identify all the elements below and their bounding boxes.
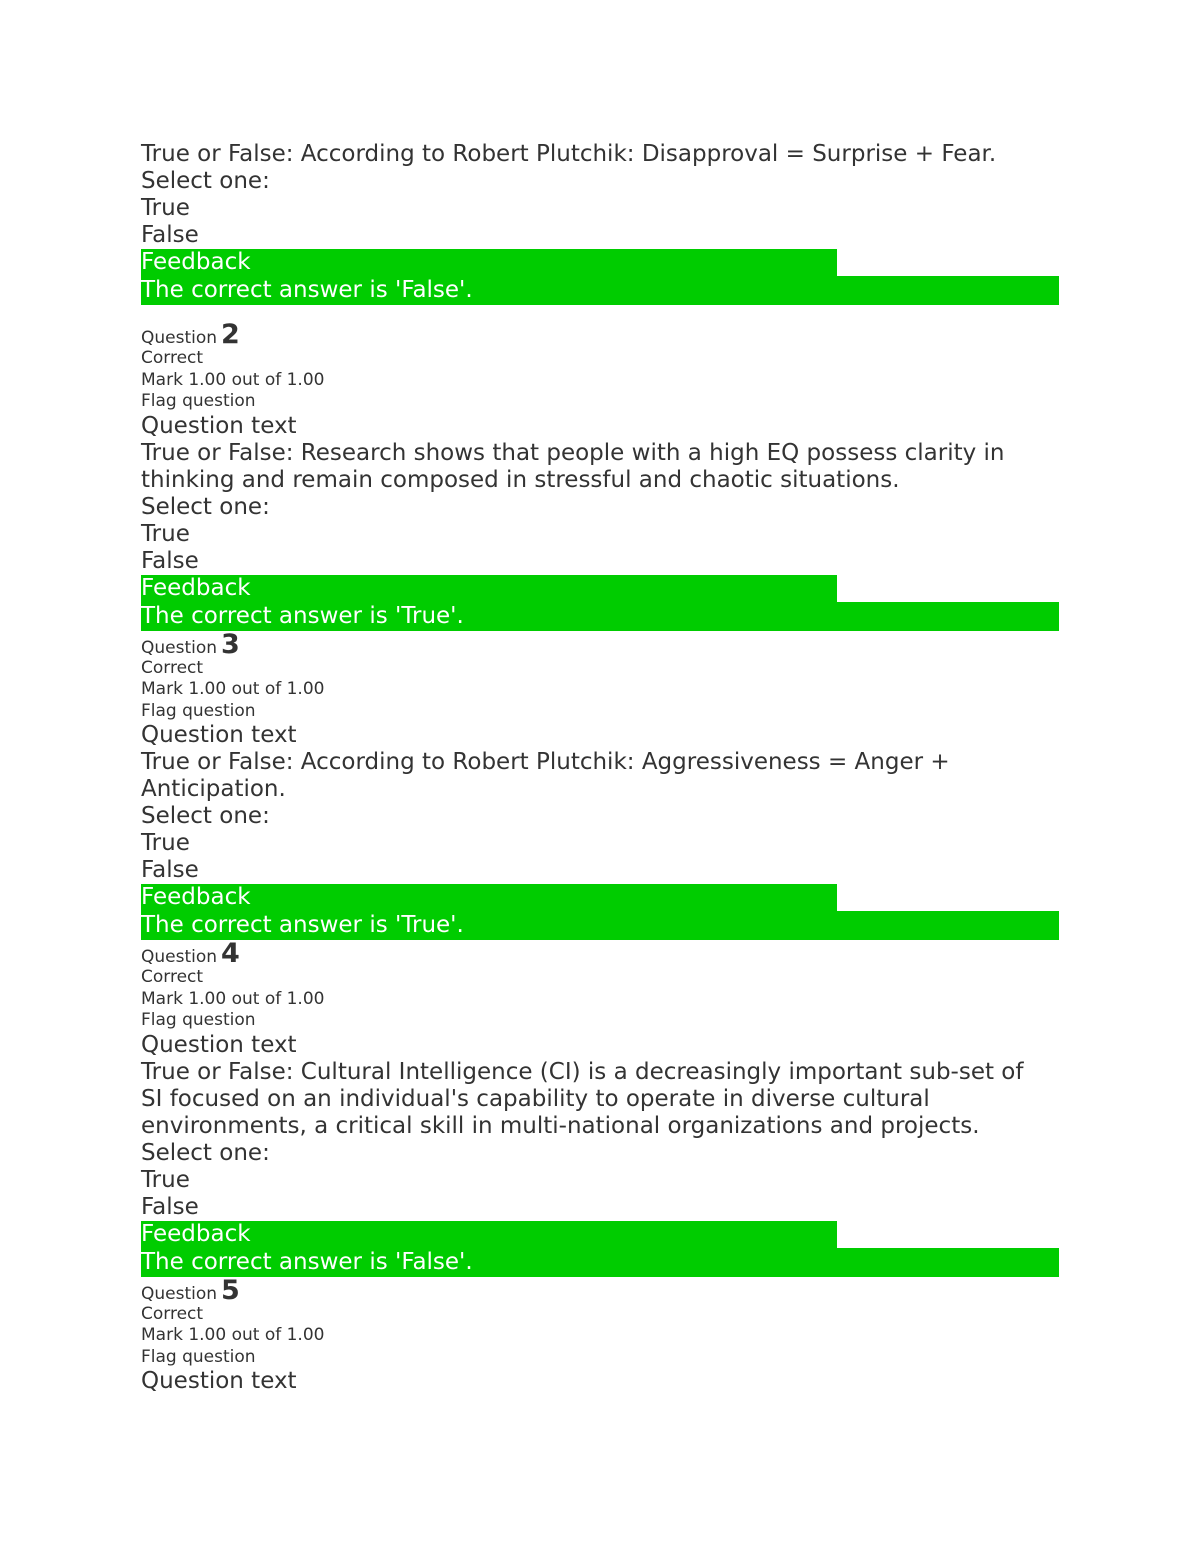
flag-question-link[interactable]: Flag question bbox=[141, 700, 256, 721]
question-status: Correct bbox=[141, 1303, 204, 1324]
option-true[interactable]: True bbox=[141, 830, 190, 856]
question-status: Correct bbox=[141, 967, 204, 987]
option-true[interactable]: True bbox=[141, 195, 190, 221]
question-status: Correct bbox=[141, 657, 204, 678]
question-number: 5 bbox=[221, 1274, 240, 1306]
feedback-correct-answer: The correct answer is 'False'. bbox=[141, 276, 1059, 305]
option-true[interactable]: True bbox=[141, 520, 190, 547]
question-number: 2 bbox=[221, 319, 240, 350]
option-false[interactable]: False bbox=[141, 222, 199, 248]
feedback-correct-answer: The correct answer is 'True'. bbox=[141, 911, 1059, 940]
question-mark: Mark 1.00 out of 1.00 bbox=[141, 988, 325, 1009]
flag-question-link[interactable]: Flag question bbox=[141, 1010, 256, 1030]
question-header bbox=[141, 940, 1061, 967]
question-prefix: Question bbox=[141, 1283, 218, 1304]
question-block-2 bbox=[141, 321, 1061, 631]
question-text-label: Question text bbox=[141, 1031, 297, 1058]
question-text: True or False: According to Robert Plutchik: Aggressiveness = Anger + Anticipation. bbox=[141, 749, 950, 802]
question-text: True or False: According to Robert Plutchik: Disapproval = Surprise + Fear. bbox=[141, 141, 997, 167]
question-text-label: Question text bbox=[141, 1368, 297, 1394]
option-true[interactable]: True bbox=[141, 1166, 190, 1193]
question-block-4 bbox=[141, 940, 1061, 1277]
question-text-label: Question text bbox=[141, 412, 297, 439]
quiz-review-page bbox=[141, 141, 1061, 1395]
question-prefix: Question bbox=[141, 328, 218, 348]
question-number: 3 bbox=[221, 628, 240, 660]
question-mark: Mark 1.00 out of 1.00 bbox=[141, 1325, 325, 1345]
feedback-correct-answer: The correct answer is 'False'. bbox=[141, 1248, 1059, 1277]
question-mark: Mark 1.00 out of 1.00 bbox=[141, 679, 325, 699]
option-false[interactable]: False bbox=[141, 547, 199, 574]
feedback-label: Feedback bbox=[141, 884, 837, 911]
option-false[interactable]: False bbox=[141, 1193, 199, 1220]
question-prefix: Question bbox=[141, 637, 218, 658]
question-block-1 bbox=[141, 141, 1061, 305]
select-one-label: Select one: bbox=[141, 803, 270, 829]
question-mark: Mark 1.00 out of 1.00 bbox=[141, 369, 325, 390]
question-block-3 bbox=[141, 628, 1061, 941]
flag-question-link[interactable]: Flag question bbox=[141, 391, 256, 411]
question-text: True or False: Research shows that people with a high EQ possess clarity in thinking and remain composed in stressful and chaotic situations. bbox=[141, 439, 1005, 493]
select-one-label: Select one: bbox=[141, 493, 270, 520]
question-block-5 bbox=[141, 1274, 1061, 1396]
question-header bbox=[141, 1274, 1061, 1306]
question-text: True or False: Cultural Intelligence (CI) is a decreasingly important sub-set of SI focused on an individual's capability to operate in diverse cultural environments, a critical skill in multi-national organizations and projects. bbox=[141, 1058, 1024, 1139]
feedback-correct-answer: The correct answer is 'True'. bbox=[141, 602, 1059, 631]
feedback-label: Feedback bbox=[141, 249, 837, 276]
question-status: Correct bbox=[141, 348, 204, 368]
question-text-label: Question text bbox=[141, 722, 297, 748]
question-header bbox=[141, 628, 1061, 660]
select-one-label: Select one: bbox=[141, 1139, 270, 1166]
feedback-label: Feedback bbox=[141, 575, 837, 602]
select-one-label: Select one: bbox=[141, 168, 270, 194]
option-false[interactable]: False bbox=[141, 857, 199, 883]
question-header bbox=[141, 321, 1061, 348]
feedback-label: Feedback bbox=[141, 1221, 837, 1248]
flag-question-link[interactable]: Flag question bbox=[141, 1346, 256, 1367]
question-prefix: Question bbox=[141, 947, 218, 967]
question-number: 4 bbox=[221, 938, 240, 969]
